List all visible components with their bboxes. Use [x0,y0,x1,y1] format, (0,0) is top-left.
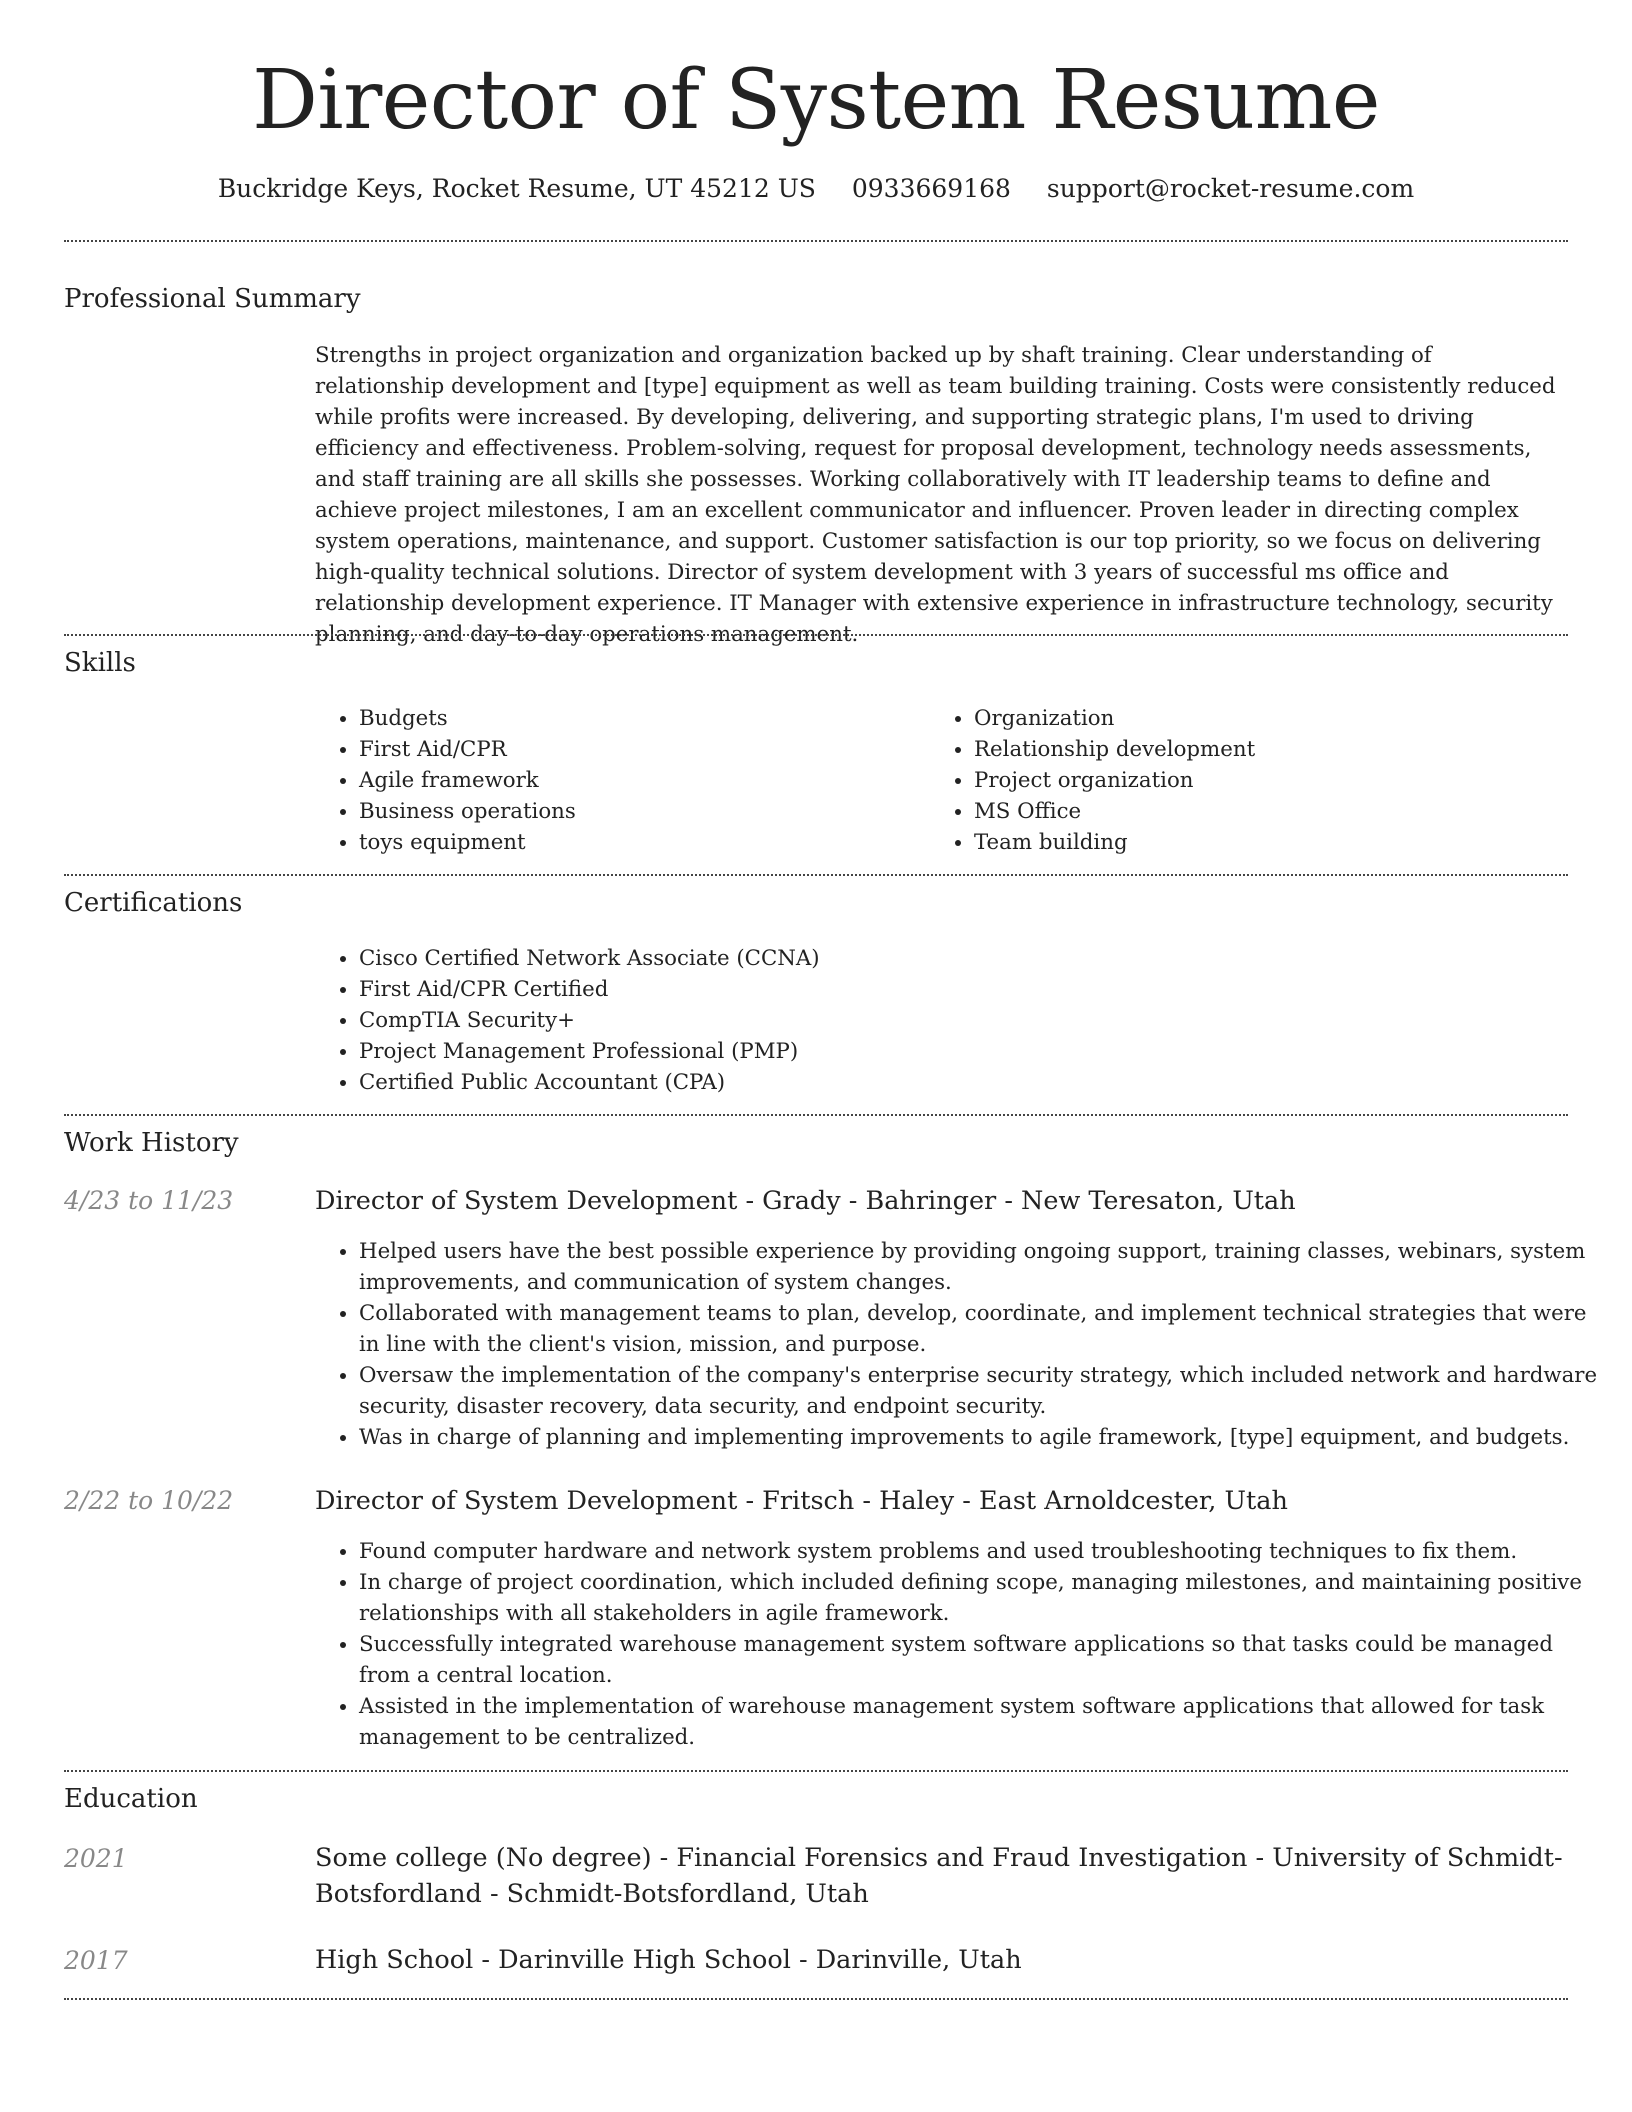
divider [64,634,1568,636]
certifications-heading: Certifications [64,888,243,918]
education-entry: Some college (No degree) - Financial Forensics and Fraud Investigation - University of Schmidt-Botsfordland - Schmidt-Botsfordland, Utah [315,1843,1563,1909]
divider [64,1114,1568,1116]
job-bullet: • Collaborated with management teams to plan, develop, coordinate, and implement technical strategies that were in line with the client's vision, mission, and purpose. [359,1298,1609,1360]
certification-item: • Project Management Professional (PMP) [359,1036,1559,1067]
divider [64,874,1568,876]
certifications-list [315,943,1559,1098]
contact-email: support@rocket-resume.com [1046,174,1415,203]
skills-list-left [315,703,919,858]
job-bullet: • In charge of project coordination, which included defining scope, managing milestones, and maintaining positive relationships with all stakeholders in agile framework. [359,1567,1609,1629]
work-heading: Work History [64,1128,239,1158]
certification-item: • First Aid/CPR Certified [359,974,1559,1005]
certification-item: • Cisco Certified Network Associate (CCNA) [359,943,1559,974]
contact-address: Buckridge Keys, Rocket Resume, UT 45212 US [217,174,816,203]
skill-item: • toys equipment [359,827,919,858]
job-title: Director of System Development - Fritsch - Haley - East Arnoldcester, Utah [315,1486,1288,1516]
skill-item: • Team building [974,827,1574,858]
education-heading: Education [64,1784,198,1814]
divider [64,240,1568,242]
certification-item: • Certified Public Accountant (CPA) [359,1067,1559,1098]
job-dates: 4/23 to 11/23 [64,1186,234,1215]
skill-item: • Business operations [359,796,919,827]
skill-item: • Organization [974,703,1574,734]
education-degree: Some college (No degree) - Financial Forensics and Fraud Investigation [315,1843,1248,1873]
summary-text: Strengths in project organization and organization backed up by shaft training. Clear understanding of relationship development and [type] equipment as well as team building training. Costs were consistently reduced while profits were increased. By developing, delivering, and supporting strategic plans, I'm used to driving efficiency and effectiveness. Problem-solving, request for proposal development, technology needs assessments, and staff training are all skills she possesses. Working collaboratively with IT leadership teams to define and achieve project milestones, I am an excellent communicator and influencer. Proven leader in directing complex system operations, maintenance, and support. Customer satisfaction is our top priority, so we focus on delivering high-quality technical solutions. Director of system development with 3 years of successful ms office and relationship development experience. IT Manager with extensive experience in infrastructure technology, security planning, and day-to-day operations management. [315,343,1556,647]
job-position: Director of System Development [315,1186,738,1216]
education-year: 2017 [64,1946,128,1975]
education-school: University of Schmidt-Botsfordland - Schmidt-Botsfordland, Utah [315,1843,1563,1909]
divider [64,1770,1568,1772]
skill-item: • Budgets [359,703,919,734]
certification-item: • CompTIA Security+ [359,1005,1559,1036]
skill-item: • First Aid/CPR [359,734,919,765]
job-bullet: • Helped users have the best possible experience by providing ongoing support, training classes, webinars, system improvements, and communication of system changes. [359,1236,1609,1298]
job-bullet: • Successfully integrated warehouse management system software applications so that tasks could be managed from a central location. [359,1629,1609,1691]
contact-phone: 0933669168 [851,174,1011,203]
education-year: 2021 [64,1844,128,1873]
job-title: Director of System Development - Grady - Bahringer - New Teresaton, Utah [315,1186,1296,1216]
skill-item: • Project organization [974,765,1574,796]
job-bullet: • Oversaw the implementation of the company's enterprise security strategy, which included network and hardware security, disaster recovery, data security, and endpoint security. [359,1360,1609,1422]
job-dates: 2/22 to 10/22 [64,1486,234,1515]
job-bullet: • Found computer hardware and network system problems and used troubleshooting techniques to fix them. [359,1536,1609,1567]
job-bullet: • Was in charge of planning and implementing improvements to agile framework, [type] equipment, and budgets. [359,1422,1609,1453]
skill-item: • Agile framework [359,765,919,796]
job-bullets [315,1236,1609,1453]
job-bullet: • Assisted in the implementation of warehouse management system software applications that allowed for task management to be centralized. [359,1691,1609,1753]
education-degree: High School [315,1945,474,1975]
resume-title: Director of System Resume [252,53,1380,148]
skills-list-right [930,703,1574,858]
summary-heading: Professional Summary [64,284,361,314]
education-entry: High School - Darinville High School - Darinville, Utah [315,1945,1022,1975]
education-school: Darinville High School - Darinville, Utah [498,1945,1022,1975]
contact-line [0,170,1632,208]
divider [64,1998,1568,2000]
job-bullets [315,1536,1609,1753]
job-company: Fritsch - Haley - East Arnoldcester, Utah [762,1486,1288,1516]
job-position: Director of System Development [315,1486,738,1516]
skill-item: • Relationship development [974,734,1574,765]
skill-item: • MS Office [974,796,1574,827]
job-company: Grady - Bahringer - New Teresaton, Utah [762,1186,1296,1216]
skills-heading: Skills [64,648,136,678]
